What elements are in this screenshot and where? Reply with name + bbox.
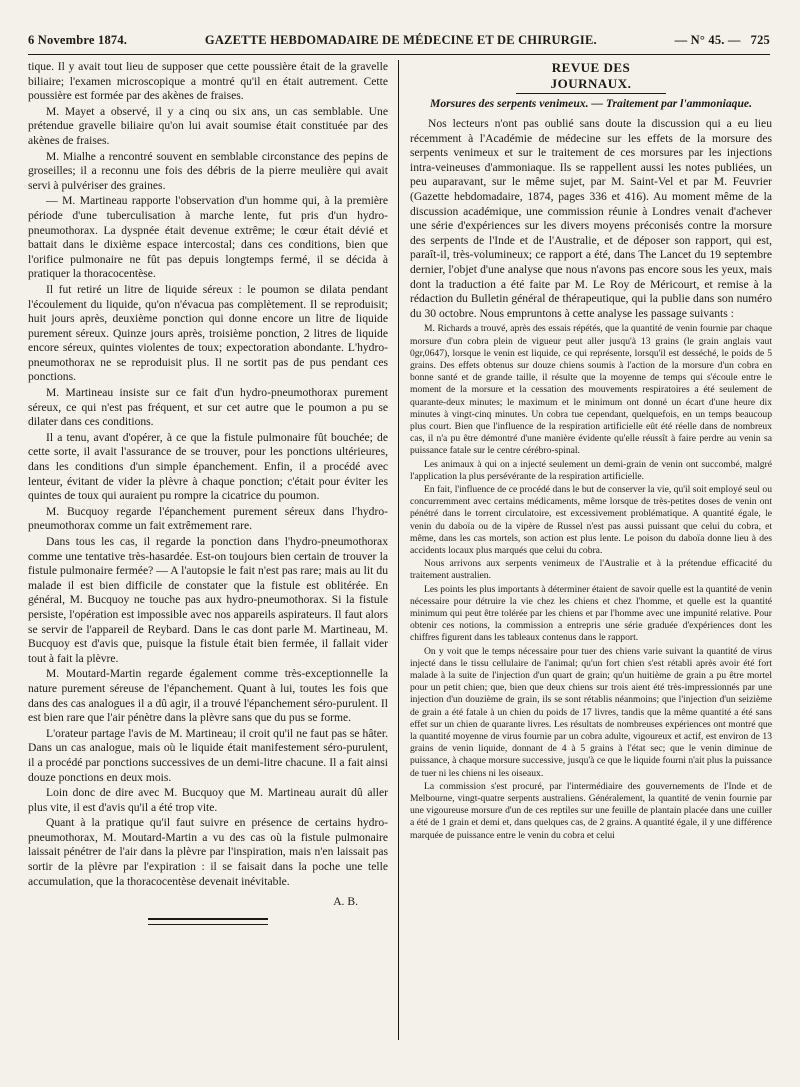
article-title: Morsures des serpents venimeux. — Traitement par l'ammoniaque. <box>430 97 752 110</box>
left-paragraph: L'orateur partage l'avis de M. Martineau; il croit qu'il ne faut pas se hâter. Dans un cas analogue, mais où le liquide était manifestement séro-purulent, il a procédé par ponctions successives de un demi-litre chacune. Il a fait ainsi douze ponctions en deux mois. <box>28 726 388 784</box>
column-divider <box>398 60 399 1040</box>
left-paragraph: Loin donc de dire avec M. Bucquoy que M. Martineau aurait dû aller plus vite, il est d'avis qu'il a été trop vite. <box>28 786 388 814</box>
left-paragraph: M. Martineau insiste sur ce fait d'un hydro-pneumothorax purement séreux, ce qui n'est pas fréquent, et sur cet autre que le poumon a pu se dilater dans ces conditions. <box>28 386 388 429</box>
page-number: 725 <box>750 32 770 47</box>
left-paragraph: M. Moutard-Martin regarde également comme très-exceptionnelle la nature purement séreuse de l'épanchement. Quant à lui, toutes les fois que dans des cas analogues il a dû agir, il a trouvé l'épanchement séro-purulent. Il est bien rare que l'air pénètre dans la plèvre sans que du pus se forme. <box>28 667 388 725</box>
quoted-paragraph: En fait, l'influence de ce procédé dans le but de conserver la vie, qu'il soit employé seul ou concurremment avec certains médicaments, même lorsque de très-petites doses de venin ont pénétré dans le torrent circulatoire, est excessivement problématique. A quantité égale, le venin du daboïa ou de la vipère de Russel n'est pas aussi puissant que celui du cobra, et même, dans les cas mortels, son action est plus lente. Le poison du daboïa donne lieu à des accidents locaux plus marqués que celui du cobra. <box>410 483 772 556</box>
page-header <box>28 30 770 55</box>
left-paragraph: M. Bucquoy regarde l'épanchement purement séreux dans l'hydro-pneumothorax comme un fait extrêmement rare. <box>28 504 388 533</box>
issue-date: 6 Novembre 1874. <box>28 32 128 47</box>
article-intro: Nos lecteurs n'ont pas oublié sans doute la discussion qui a eu lieu récemment à l'Académie de médecine sur les effets de la morsure des serpents venimeux et sur le traitement de ces morsures par les injections intra-veineuses d'ammoniaque. Ils se rappellent aussi les notes publiées, un peu auparavant, sur le même sujet, par M. Saint-Vel et par M. Feuvrier (Gazette hebdomadaire, 1874, pages 336 et 416). Au moment même de la discussion académique, une commission réunie à Londres venait d'achever une série d'expériences sur les divers moyens préconisés contre la morsure des serpents de l'Inde et de l'Australie, et de déposer son rapport, qui est, paraît-il, très-volumineux; ce rapport a été, dans The Lancet du 19 septembre dernier, l'objet d'une analyse que nous n'avons pas encore sous les yeux, mais dont la traduction a été faite par M. Le Roy de Méricourt, et remise à la rédaction du Bulletin général de thérapeutique, qui la publie dans son numéro du 30 octobre. Nous empruntons à cette analyse les passage suivants : <box>410 117 772 320</box>
issue-number: — N° 45. — <box>674 32 741 47</box>
left-paragraph: Dans tous les cas, il regarde la ponction dans l'hydro-pneumothorax comme une tentative très-hasardée. Est-on toujours bien certain de trouver la fistule pulmonaire fermée? — A l'autopsie le fait n'est pas rare; mais au lit du malade il est bien difficile de constater que la fistule est oblitérée. En général, M. Bucquoy ne touche pas aux hydro-pneumothorax. Si la fistule persiste, l'opération est impossible avec nos appareils aspirateurs. Il faut alors se servir de l'appareil de Reybard. Dans le cas dont parle M. Martineau, M. Bucquoy est d'avis que, puisque la fistule était bien fermée, il fallait vider tout à fait la plèvre. <box>28 535 388 665</box>
left-paragraph: Il a tenu, avant d'opérer, à ce que la fistule pulmonaire fût bouchée; de cette sorte, il avait l'assurance de se trouver, pour les ponctions ultérieures, dans les conditions d'un simple épanchement. Enfin, il a procédé avec lenteur, évitant de vider la plèvre à chaque ponction; c'était pour éviter les quintes de toux qui auraient pu rompre la cicatrice du poumon. <box>28 430 388 503</box>
quoted-paragraph: Les points les plus importants à déterminer étaient de savoir quelle est la quantité de venin nécessaire pour détruire la vie chez les chiens et chez l'homme, et quelle est la quantité minimum qui peut être tolérée par les chiens et par l'homme avec une impunité relative. Pour obtenir ces notions, la commission a entrepris une série graduée d'expériences dont les chiffres figurent dans les tableaux contenus dans le rapport. <box>410 583 772 644</box>
left-paragraph: — M. Martineau rapporte l'observation d'un homme qui, à la première période d'une tuberculisation à marche lente, fut pris d'un hydro-pneumothorax. La dyspnée était devenue extrême; le cœur était dévié et battait dans le dixième espace intercostal; dans ces conditions, bien que l'orifice pulmonaire ne fût pas depuis longtemps fermé, il se décida à pratiquer la thoracocentèse. <box>28 194 388 281</box>
left-paragraph: M. Mayet a observé, il y a cinq ou six ans, un cas semblable. Une prétendue gravelle biliaire qu'on lui avait soumise était constituée par des akènes de fraises. <box>28 104 388 147</box>
quoted-paragraph: Nous arrivons aux serpents venimeux de l'Australie et à la prétendue efficacité du traitement australien. <box>410 558 772 582</box>
left-paragraph: Il fut retiré un litre de liquide séreux : le poumon se dilata pendant l'écoulement du liquide, qu'on n'évacua pas complètement. Il se reproduisit; huit jours après, deuxième ponction qui donne encore un litre de liquide purement séreux. Quinze jours après, troisième ponction, 2 litres de liquide encore séreux, quintes violentes de toux; expectoration abondante. L'hydro-pneumothorax ne se reproduisit plus. Il ne sortit pas de pus pendant ces ponctions. <box>28 282 388 384</box>
left-column <box>28 60 388 925</box>
section-title: REVUE DES JOURNAUX. <box>516 60 666 94</box>
right-column <box>410 60 772 843</box>
ornamental-rule <box>148 918 268 925</box>
issue-number-and-page <box>675 33 770 48</box>
quoted-paragraph: La commission s'est procuré, par l'intermédiaire des gouvernements de l'Inde et de Melbourne, vingt-quatre serpents australiens. Généralement, la quantité de venin fournie par une vigoureuse morsure d'un de ces reptiles sur une feuille de plantain placée dans une cuiller a été de 1 grain et demi et, dans quelques cas, de 2 grains. A quantité égale, il y une différence marquée de puissance entre le venin du cobra et celui <box>410 780 772 841</box>
left-paragraph: M. Mialhe a rencontré souvent en semblable circonstance des pepins de groseilles; il a reconnu une fois des débris de la pierre meulière qui avait servi à pulvériser des graines. <box>28 149 388 192</box>
left-paragraph: tique. Il y avait tout lieu de supposer que cette poussière était de la gravelle biliaire; l'examen microscopique a montré qu'il en était autrement. Cette poussière est formée par des akènes de fraises. <box>28 60 388 103</box>
author-signature: A. B. <box>333 895 358 909</box>
quoted-paragraph: Les animaux à qui on a injecté seulement un demi-grain de venin ont succombé, malgré l'application la plus persévérante de la respiration artificielle. <box>410 458 772 482</box>
journal-title: GAZETTE HEBDOMADAIRE DE MÉDECINE ET DE CHIRURGIE. <box>204 32 597 47</box>
left-paragraph: Quant à la pratique qu'il faut suivre en présence de certains hydro-pneumothorax, M. Moutard-Martin a vu des cas où la fistule pulmonaire laissait pénétrer de l'air dans la plèvre par l'inspiration, mais n'en laissait pas sortir de la plèvre par l'expiration : il se faisait dans la poche une telle accumulation, que la thoracocentèse devenait inévitable. <box>28 816 388 888</box>
quoted-paragraph: M. Richards a trouvé, après des essais répétés, que la quantité de venin fournie par chaque morsure d'un cobra plein de vigueur peut aller jusqu'à 13 grains (le grain anglais vaut 0gr,0647), lorsque le venin est liquide, ce qui représente, lorsqu'il est desséché, le poids de 5 grains. Des effets obtenus sur douze chiens soumis à l'action de la morsure d'un cobra en bonne santé et de grande taille, il résulte que la moyenne de temps qui s'écoule entre le moment de la morsure et la cessation des mouvements respiratoires a été seulement de quarante-deux minutes; le maximum et le minimum ont donné un écart d'une heure dix minutes à vingt-cinq minutes. Un cobra tue cependant, quelquefois, en un temps beaucoup plus court. Bien que l'influence de la respiration artificielle eût été réelle dans de nombreux cas, il n'a pu être démontré d'une manière évidente qu'elle réussît à faire perdre au venin sa puissance fatale sur le centre cérébro-spinal. <box>410 323 772 457</box>
quoted-paragraph: On y voit que le temps nécessaire pour tuer des chiens varie suivant la quantité de virus injecté dans le tissu cellulaire de l'animal; qu'un fort chien s'est rétabli après avoir été fort malade à la suite de l'injection d'un quart de grain; qu'un huitième de grain a pu être mortel pour un petit chien; que, bien que deux chiens sur trois aient été très-impressionnés par une injection d'un douzième de grain, ils se sont rétablis néanmoins; que l'injection d'un seizième de grain a été fatale à un chien du poids de 17 livres, tandis que la même quantité a été sans effet sur un chien de quarante livres. Les résultats de nombreuses expériences ont montré que la quantité moyenne de virus fournie par un cobra adulte, vigoureux et actif, est environ de 13 grains de venin liquide, donnant de 4 à 5 grains à l'état sec; que le venin diminue de puissance, à chaque morsure successive, jusqu'à ce que le liquide fourni n'ait plus la puissance de tuer ni les chiens ni les oiseaux. <box>410 645 772 779</box>
